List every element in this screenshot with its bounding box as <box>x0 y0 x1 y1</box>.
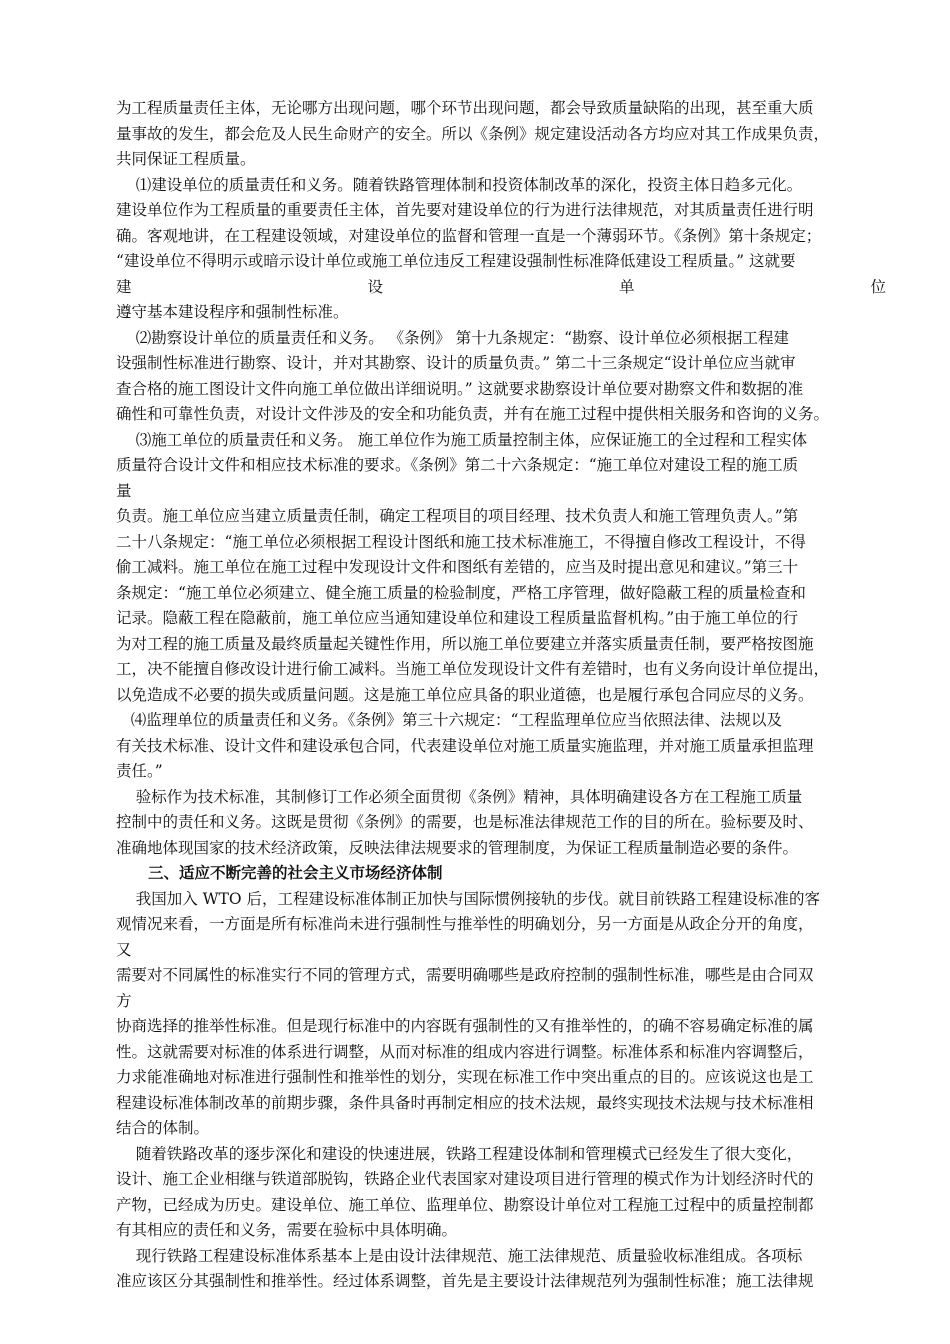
text-line: 程建设标准体制改革的前期步骤，条件具备时再制定相应的技术法规，最终实现技术法规与技术标准相 <box>116 1093 814 1112</box>
text-line: 遵守基本建设程序和强制性标准。 <box>116 303 349 321</box>
text-line: 设计、施工企业相继与铁道部脱钩，铁路企业代表国家对建设项目进行管理的模式作为计划经济时代的 <box>116 1170 814 1188</box>
text-line: 记录。隐蔽工程在隐蔽前，施工单位应当通知建设单位和建设工程质量监督机构。”由于施工单位的行 <box>116 609 799 627</box>
text-line: 量 <box>116 481 132 500</box>
text-line: ⑵勘察设计单位的质量责任和义务。 《条例》 第十九条规定：“勘察、设计单位必须根据工程建 <box>116 328 789 347</box>
text-line: 工，决不能擅自修改设计进行偷工减料。当施工单位发现设计文件有差错时，也有义务向设计单位提出， <box>116 660 830 678</box>
text-line: 确。客观地讲，在工程建设领域，对建设单位的监督和管理一直是一个薄弱环节。《条例》第十条规定； <box>116 226 822 245</box>
text-line: 量事故的发生，都会危及人民生命财产的安全。所以《条例》规定建设活动各方均应对其工作成果负责， <box>116 124 830 143</box>
text-line: 二十八条规定：“施工单位必须根据工程设计图纸和施工技术标准施工，不得擅自修改工程设计，不得 <box>116 532 806 551</box>
text-line: 共同保证工程质量。 <box>116 150 256 168</box>
text-line: 准应该区分其强制性和推举性。经过体系调整，首先是主要设计法律规范列为强制性标准；施工法律规 <box>116 1272 814 1290</box>
text-line: 偷工减料。施工单位在施工过程中发现设计文件和图纸有差错的，应当及时提出意见和建议。”第三十 <box>116 558 799 576</box>
text-line: 我国加入 WTO 后，工程建设标准体制正加快与国际惯例接轨的步伐。就目前铁路工程建设标准的客 <box>116 889 821 908</box>
text-line: ⑴建设单位的质量责任和义务。随着铁路管理体制和投资体制改革的深化，投资主体日趋多元化。 <box>116 175 803 194</box>
text-line: 性。这就需要对标准的体系进行调整，从而对标准的组成内容进行调整。标准体系和标准内容调整后， <box>116 1042 814 1061</box>
text-line: 随着铁路改革的逐步深化和建设的快速进展，铁路工程建设体制和管理模式已经发生了很大变化， <box>116 1144 803 1163</box>
text-line: 确性和可靠性负责，对设计文件涉及的安全和功能负责，并有在施工过程中提供相关服务和咨询的义务。 <box>116 405 830 423</box>
text-line: 条规定：“施工单位必须建立、健全施工质量的检验制度，严格工序管理，做好隐蔽工程的质量检查和 <box>116 583 806 602</box>
text-line: 有关技术标准、设计文件和建设承包合同，代表建设单位对施工质量实施监理，并对施工质量承担监理 <box>116 736 814 755</box>
spread-char: 设 <box>367 277 383 296</box>
text-line: ⑷监理单位的质量责任和义务。《条例》第三十六规定：“工程监理单位应当依照法律、法规以及 <box>116 711 782 729</box>
text-line: 验标作为技术标准，其制修订工作必须全面贯彻《条例》精神，具体明确建设各方在工程施工质量 <box>116 787 803 806</box>
text-line: 准确地体现国家的技术经济政策，反映法律法规要求的管理制度，为保证工程质量制造必要的条件。 <box>116 838 799 857</box>
text-line: ⑶施工单位的质量责任和义务。 施工单位作为施工质量控制主体，应保证施工的全过程和工程实体 <box>116 430 808 449</box>
text-line: 需要对不同属性的标准实行不同的管理方式，需要明确哪些是政府控制的强制性标准，哪些是由合同双 <box>116 966 814 984</box>
section-heading: 三、适应不断完善的社会主义市场经济体制 <box>148 864 443 882</box>
text-line: 产物，已经成为历史。建设单位、施工单位、监理单位、勘察设计单位对工程施工过程中的质量控制都 <box>116 1195 814 1214</box>
spread-char: 建 <box>116 277 132 296</box>
text-line: 协商选择的推举性标准。但是现行标准中的内容既有强制性的又有推举性的，的确不容易确定标准的属 <box>116 1017 814 1035</box>
text-line: 方 <box>116 991 132 1010</box>
spread-char: 单 <box>618 277 635 296</box>
text-line: 控制中的责任和义务。这既是贯彻《条例》的需要，也是标准法律规范工作的目的所在。验标要及时、 <box>116 813 814 831</box>
text-line: “建设单位不得明示或暗示设计单位或施工单位违反工程建设强制性标准降低建设工程质量。” 这就要 <box>116 252 796 270</box>
text-line: 质量符合设计文件和相应技术标准的要求。《条例》第二十六条规定：“施工单位对建设工程的施工质 <box>116 456 799 474</box>
text-line: 负责。施工单位应当建立质量责任制，确定工程项目的项目经理、技术负责人和施工管理负责人。”第 <box>116 507 799 525</box>
text-line: 观情况来看，一方面是所有标准尚未进行强制性与推举性的明确划分，另一方面是从政企分开的角度， <box>116 915 814 933</box>
text-line: 查合格的施工图设计文件向施工单位做出详细说明。” 这就要求勘察设计单位要对勘察文件和数据的准 <box>116 379 804 398</box>
document-page <box>116 96 886 1295</box>
text-line: 设强制性标准进行勘察、设计，并对其勘察、设计的质量负责。” 第二十三条规定“设计单位应当就审 <box>116 354 796 372</box>
text-line: 结合的体制。 <box>116 1119 210 1137</box>
text-line: 现行铁路工程建设标准体系基本上是由设计法律规范、施工法律规范、质量验收标准组成。各项标 <box>116 1246 803 1265</box>
text-line: 有其相应的责任和义务，需要在验标中具体明确。 <box>116 1221 458 1239</box>
text-line: 力求能准确地对标准进行强制性和推举性的划分，实现在标准工作中突出重点的目的。应该说这也是工 <box>116 1068 814 1086</box>
spread-char: 位 <box>870 277 886 296</box>
text-line: 又 <box>116 940 132 959</box>
text-line: 责任。” <box>116 762 163 780</box>
text-line: 为对工程的施工质量及最终质量起关键性作用，所以施工单位要建立并落实质量责任制，要严格按图施 <box>116 634 814 653</box>
spread-line <box>116 275 886 301</box>
text-line: 以免造成不必要的损失或质量问题。这是施工单位应具备的职业道德，也是履行承包合同应尽的义务。 <box>116 685 814 704</box>
text-line: 为工程质量责任主体，无论哪方出现问题，哪个环节出现问题，都会导致质量缺陷的出现，甚至重大质 <box>116 99 814 117</box>
text-line: 建设单位作为工程质量的重要责任主体，首先要对建设单位的行为进行法律规范，对其质量责任进行明 <box>116 201 814 219</box>
